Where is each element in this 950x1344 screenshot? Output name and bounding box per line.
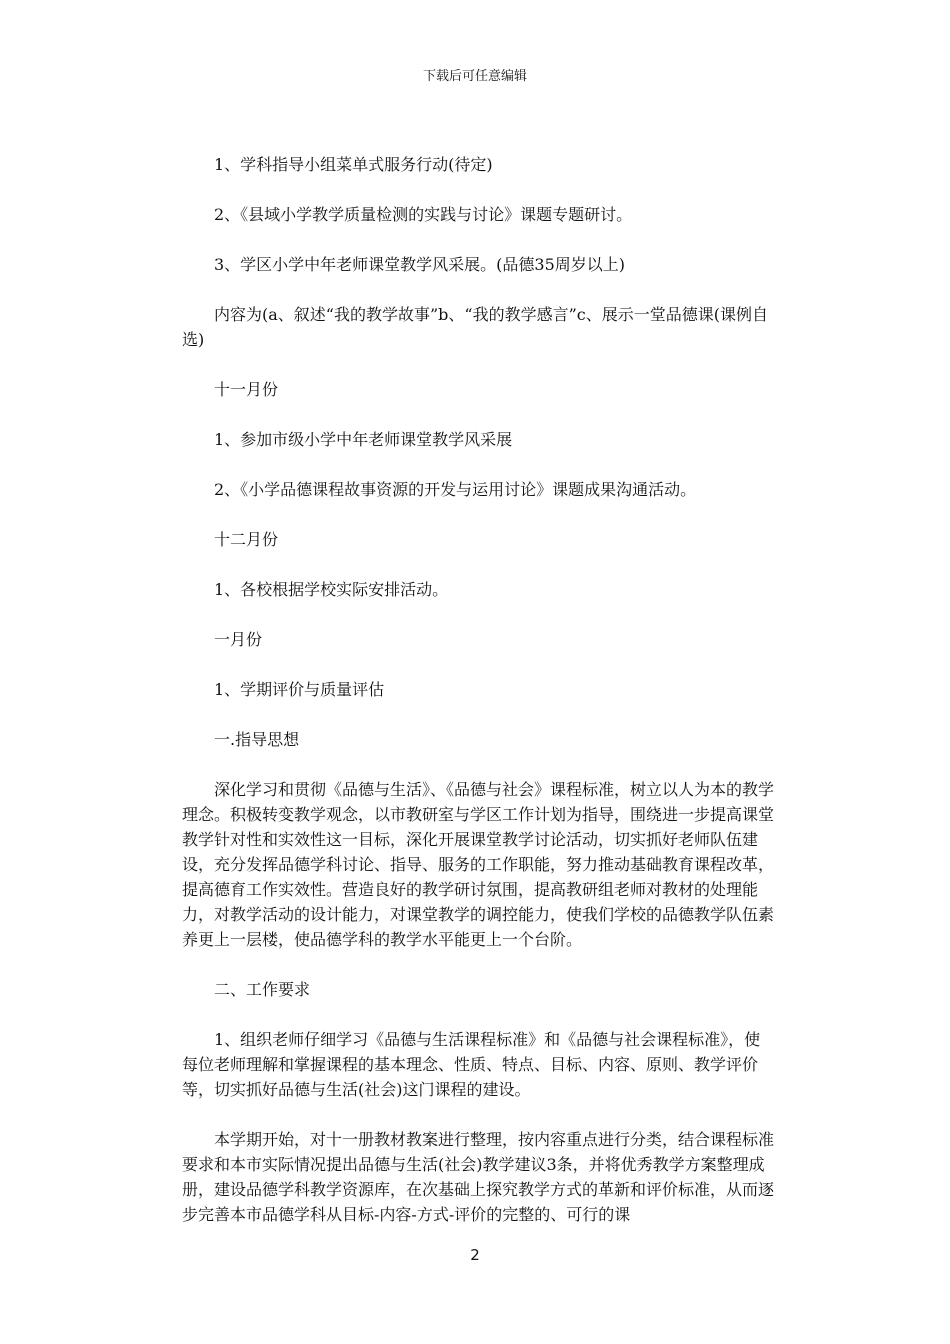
section-heading: 一月份 xyxy=(214,630,263,649)
list-item: 1、各校根据学校实际安排活动。 xyxy=(214,580,449,599)
page-number: 2 xyxy=(470,1246,480,1264)
list-item: 1、参加市级小学中年老师课堂教学风采展 xyxy=(214,430,513,449)
paragraph: 1、组织老师仔细学习《品德与生活课程标准》和《品德与社会课程标准》，使每位老师理解和掌握课程的基本理念、性质、特点、目标、内容、原则、教学评价等，切实抓好品德与生活(社会)这门课程的建设。 xyxy=(182,1030,761,1099)
paragraph: 本学期开始，对十一册教材教案进行整理，按内容重点进行分类，结合课程标准要求和本市实际情况提出品德与生活(社会)教学建议3条，并将优秀教学方案整理成册，建设品德学科教学资源库，在次基础上探究教学方式的革新和评价标准，从而逐步完善本市品德学科从目标-内容-方式-评价的完整的、可行的课 xyxy=(182,1130,775,1224)
list-item: 3、学区小学中年老师课堂教学风采展。(品德35周岁以上) xyxy=(214,255,626,274)
page-header: 下载后可任意编辑 xyxy=(422,69,527,84)
paragraph: 深化学习和贯彻《品德与生活》、《品德与社会》课程标准，树立以人为本的教学理念。积极转变教学观念，以市教研室与学区工作计划为指导，围绕进一步提高课堂教学针对性和实效性这一目标，深化开展课堂教学讨论活动，切实抓好老师队伍建设，充分发挥品德学科讨论、指导、服务的工作职能，努力推动基础教育课程改革，提高德育工作实效性。营造良好的教学研讨氛围，提高教研组老师对教材的处理能力，对教学活动的设计能力，对课堂教学的调控能力，使我们学校的品德教学队伍素养更上一层楼，使品德学科的教学水平能更上一个台阶。 xyxy=(182,780,775,949)
section-heading: 一.指导思想 xyxy=(214,730,300,749)
section-heading: 十一月份 xyxy=(214,380,279,399)
list-item: 2、《县域小学教学质量检测的实践与讨论》课题专题研讨。 xyxy=(214,205,633,224)
list-item: 1、学科指导小组菜单式服务行动(待定) xyxy=(214,155,493,174)
body-text xyxy=(182,152,774,1227)
list-item: 1、学期评价与质量评估 xyxy=(214,680,385,699)
paragraph: 内容为(a、叙述“我的教学故事”b、“我的教学感言”c、展示一堂品德课(课例自选) xyxy=(182,305,768,349)
section-heading: 十二月份 xyxy=(214,530,279,549)
list-item: 2、《小学品德课程故事资源的开发与运用讨论》课题成果沟通活动。 xyxy=(214,480,697,499)
section-heading: 二、工作要求 xyxy=(214,980,311,999)
